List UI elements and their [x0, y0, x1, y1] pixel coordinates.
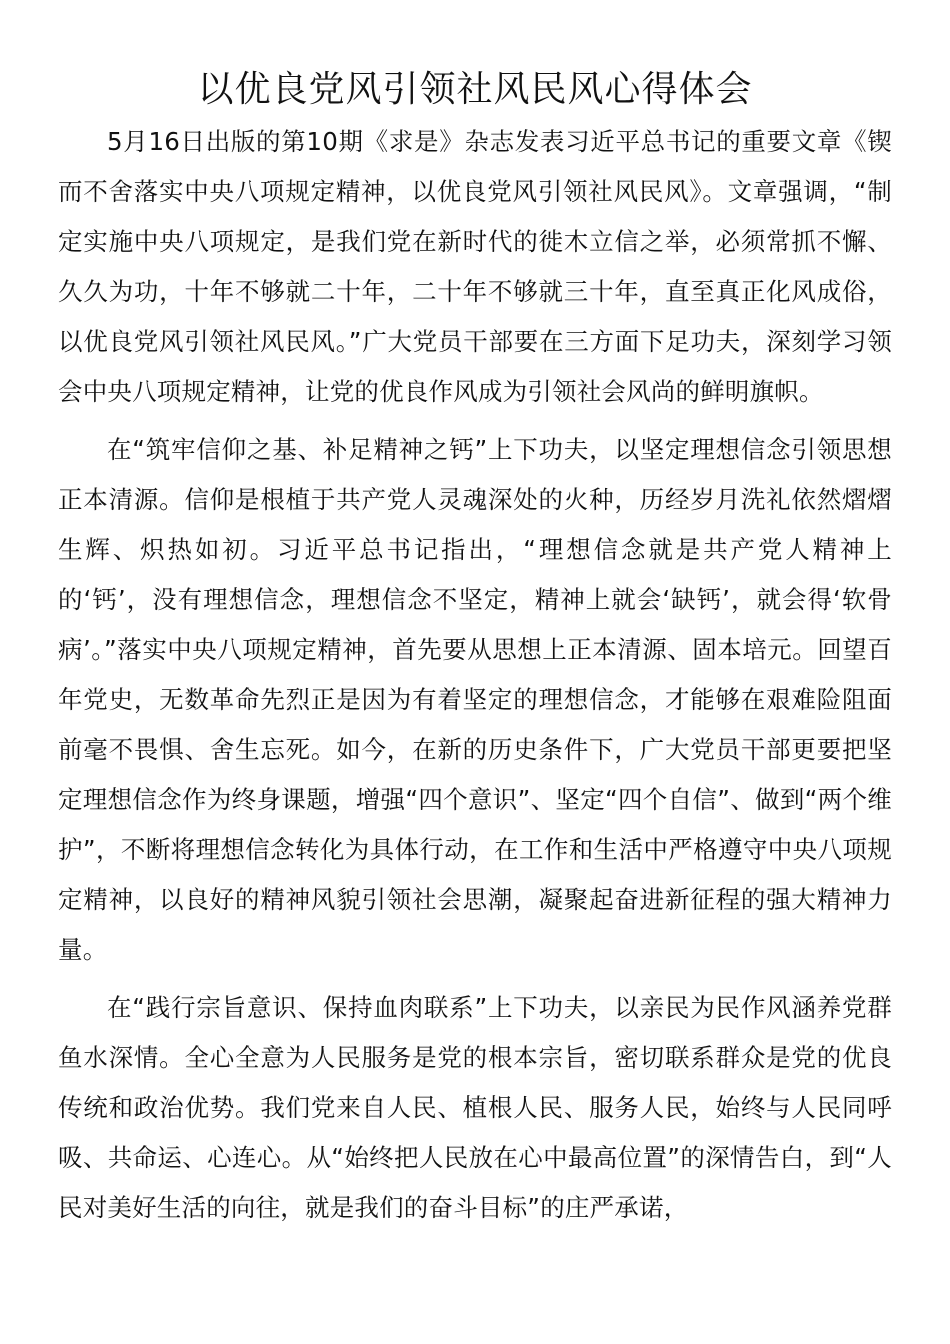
- document-body: [58, 117, 892, 1241]
- document-title: 以优良党风引领社风民风心得体会: [197, 69, 753, 110]
- paragraph: 5月16日出版的第10期《求是》杂志发表习近平总书记的重要文章《锲而不舍落实中央八项规定精神，以优良党风引领社风民风》。文章强调，“制定实施中央八项规定，是我们党在新时代的徙木立信之举，必须常抓不懈、久久为功，十年不够就二十年，二十年不够就三十年，直至真正化风成俗，以优良党风引领社风民风。”广大党员干部要在三方面下足功夫，深刻学习领会中央八项规定精神，让党的优良作风成为引领社会风尚的鲜明旗帜。: [58, 127, 892, 406]
- paragraph: 在“筑牢信仰之基、补足精神之钙”上下功夫，以坚定理想信念引领思想正本清源。信仰是根植于共产党人灵魂深处的火种，历经岁月洗礼依然熠熠生辉、炽热如初。习近平总书记指出，“理想信念就是共产党人精神上的‘钙’，没有理想信念，理想信念不坚定，精神上就会‘缺钙’，就会得‘软骨病’。”落实中央八项规定精神，首先要从思想上正本清源、固本培元。回望百年党史，无数革命先烈正是因为有着坚定的理想信念，才能够在艰难险阻面前毫不畏惧、舍生忘死。如今，在新的历史条件下，广大党员干部更要把坚定理想信念作为终身课题，增强“四个意识”、坚定“四个自信”、做到“两个维护”，不断将理想信念转化为具体行动，在工作和生活中严格遵守中央八项规定精神，以良好的精神风貌引领社会思潮，凝聚起奋进新征程的强大精神力量。: [58, 435, 892, 964]
- paragraph: 在“践行宗旨意识、保持血肉联系”上下功夫，以亲民为民作风涵养党群鱼水深情。全心全意为人民服务是党的根本宗旨，密切联系群众是党的优良传统和政治优势。我们党来自人民、植根人民、服务人民，始终与人民同呼吸、共命运、心连心。从“始终把人民放在心中最高位置”的深情告白，到“人民对美好生活的向往，就是我们的奋斗目标”的庄严承诺，: [58, 993, 892, 1222]
